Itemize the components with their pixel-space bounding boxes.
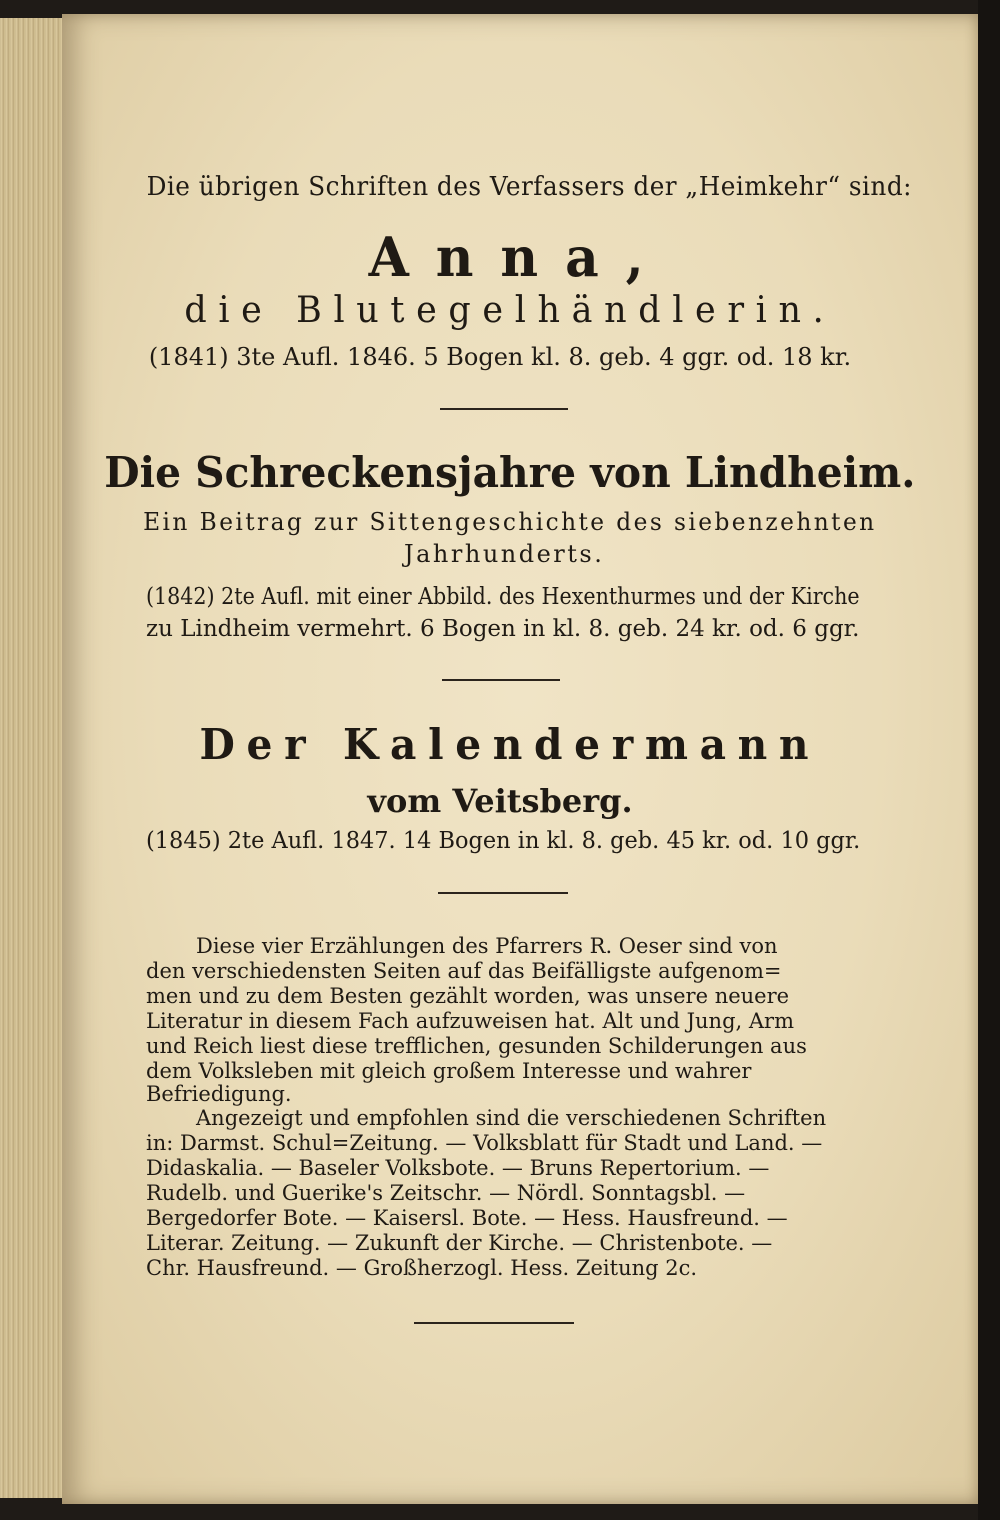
paragraph1-line: und Reich liest diese trefflichen, gesunden Schilderungen aus [146,1034,807,1058]
book2-details-line2: zu Lindheim vermehrt. 6 Bogen in kl. 8. geb. 24 kr. od. 6 ggr. [146,616,860,642]
divider-4 [414,1322,574,1324]
paragraph2-line: Literar. Zeitung. — Zukunft der Kirche. — Christenbote. — [146,1231,773,1255]
paragraph2-line: Didaskalia. — Baseler Volksbote. — Bruns Repertorium. — [146,1156,770,1180]
book2-subtitle-line2: Jahrhunderts. [404,540,605,568]
paragraph2-line: in: Darmst. Schul=Zeitung. — Volksblatt für Stadt und Land. — [146,1131,823,1155]
divider-3 [438,892,568,894]
book3-title: Der Kalendermann [199,720,821,769]
book2-details-line1: (1842) 2te Aufl. mit einer Abbild. des Hexenthurmes und der Kirche [146,584,860,610]
paragraph1-line: Befriedigung. [146,1082,292,1106]
paragraph1-line: men und zu dem Besten gezählt worden, was unsere neuere [146,984,790,1008]
intro-line: Die übrigen Schriften des Verfassers der „Heimkehr“ sind: [146,172,912,202]
book1-details: (1841) 3te Aufl. 1846. 5 Bogen kl. 8. geb. 4 ggr. od. 18 kr. [148,343,852,371]
divider-2 [442,679,560,681]
paragraph1-line: Diese vier Erzählungen des Pfarrers R. Oeser sind von [196,934,778,958]
paragraph1-line: dem Volksleben mit gleich großem Interesse und wahrer [146,1059,752,1083]
paragraph2-line: Bergedorfer Bote. — Kaisersl. Bote. — Hess. Hausfreund. — [146,1206,788,1230]
paragraph2-line: Angezeigt und empfohlen sind die verschiedenen Schriften [196,1106,827,1130]
book2-title: Die Schreckensjahre von Lindheim. [104,448,916,497]
paragraph1-line: den verschiedensten Seiten auf das Beifälligste aufgenom= [146,959,782,983]
book1-title: Anna, [368,225,671,289]
paragraph2-line: Rudelb. und Guerike's Zeitschr. — Nördl. Sonntagsbl. — [146,1181,746,1205]
divider-1 [440,408,568,410]
paragraph1-line: Literatur in diesem Fach aufzuweisen hat. Alt und Jung, Arm [146,1009,794,1033]
book3-subtitle: vom Veitsberg. [367,782,633,820]
book1-subtitle: die Blutegelhändlerin. [184,290,836,331]
book2-subtitle-line1: Ein Beitrag zur Sittengeschichte des siebenzehnten [143,508,877,536]
paragraph2-line: Chr. Hausfreund. — Großherzogl. Hess. Zeitung 2c. [146,1256,698,1280]
book3-details: (1845) 2te Aufl. 1847. 14 Bogen in kl. 8. geb. 45 kr. od. 10 ggr. [146,828,861,854]
